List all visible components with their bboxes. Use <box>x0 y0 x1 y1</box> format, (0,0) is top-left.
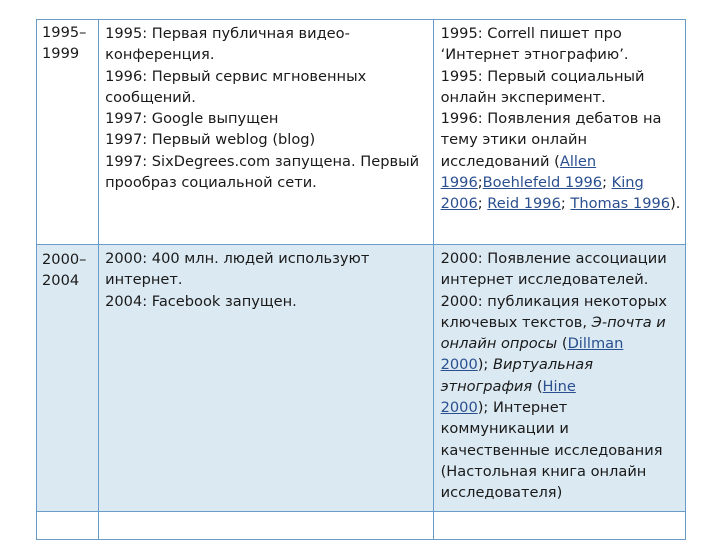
table-row <box>37 20 686 245</box>
citation-link-thomas[interactable]: Thomas 1996 <box>570 195 671 213</box>
separator: ; <box>477 174 483 192</box>
event-line: интернет. <box>105 271 183 289</box>
research-line: интернет исследователей. <box>440 271 649 289</box>
research-line <box>441 397 679 418</box>
empty-cell <box>37 512 99 540</box>
table-row <box>37 512 686 540</box>
event-line: 1995: Первая публичная видео- <box>105 25 350 42</box>
event-line: сообщений. <box>105 88 196 106</box>
research-line <box>441 172 679 193</box>
research-line: 2000: Появление ассоциации <box>440 250 667 267</box>
citation-link-allen[interactable]: Allen <box>559 152 597 170</box>
research-text: ключевых текстов, <box>440 313 592 331</box>
period-start: 2000– <box>42 251 87 268</box>
research-line: 1995: Первый социальный <box>440 67 645 85</box>
research-line <box>441 193 679 214</box>
research-line: 1996: Появления дебатов на <box>440 110 662 128</box>
research-line <box>441 376 679 397</box>
period-end: 2004 <box>42 272 80 290</box>
research-text: исследований ( <box>440 152 560 170</box>
separator: ; <box>602 174 612 192</box>
research-line: 2000: публикация некоторых <box>440 292 667 310</box>
period-cell <box>37 20 99 245</box>
research-line <box>441 151 679 172</box>
research-line: онлайн эксперимент. <box>440 88 606 106</box>
event-line: 2004: Facebook запущен. <box>105 292 297 310</box>
event-line: 1997: SixDegrees.com запущена. Первый <box>105 152 420 170</box>
research-line: ‘Интернет этнографию’. <box>440 46 629 64</box>
event-line: прообраз социальной сети. <box>105 174 317 192</box>
research-cell <box>433 245 685 512</box>
citation-link-dillman[interactable]: Dillman <box>567 335 624 353</box>
event-line: 1997: Первый weblog (blog) <box>105 131 316 149</box>
period-cell <box>37 245 99 512</box>
research-line <box>441 354 679 375</box>
research-line: тему этики онлайн <box>440 131 588 149</box>
research-line: исследователя) <box>440 484 563 502</box>
period-start: 1995– <box>42 24 87 41</box>
research-line <box>441 333 679 354</box>
research-line: коммуникации и <box>440 420 569 438</box>
event-line: 2000: 400 млн. людей используют <box>105 250 370 267</box>
research-cell <box>433 20 685 245</box>
citation-link-allen-year[interactable]: 1996 <box>440 174 478 192</box>
citation-link-reid[interactable]: Reid 1996 <box>487 195 561 213</box>
empty-cell <box>99 512 434 540</box>
publication-title: этнография <box>440 377 533 395</box>
timeline-table <box>36 19 686 540</box>
event-line: 1996: Первый сервис мгновенных <box>105 67 367 85</box>
research-line: (Настольная книга онлайн <box>440 462 647 480</box>
event-line: 1997: Google выпущен <box>105 110 279 128</box>
events-cell <box>99 20 434 245</box>
citation-link-hine[interactable]: Hine <box>542 377 576 395</box>
research-text: ); <box>477 356 493 374</box>
research-text: ( <box>557 335 568 353</box>
citation-link-king-year[interactable]: 2006 <box>440 195 478 213</box>
closing-text: ). <box>670 195 681 213</box>
publication-title: Виртуальная <box>492 356 594 374</box>
separator: ; <box>477 195 488 213</box>
empty-cell <box>433 512 685 540</box>
period-end: 1999 <box>42 45 80 63</box>
citation-link-boehlefeld[interactable]: Boehlefeld 1996 <box>482 174 603 192</box>
publication-title: онлайн опросы <box>440 335 558 353</box>
research-line: качественные исследования <box>440 441 663 459</box>
citation-link-dillman-year[interactable]: 2000 <box>440 356 478 374</box>
research-text: ); Интернет <box>477 399 568 417</box>
separator: ; <box>560 195 571 213</box>
events-cell <box>99 245 434 512</box>
publication-title: Э-почта и <box>591 313 666 331</box>
research-line: 1995: Correll пишет про <box>440 25 622 42</box>
citation-link-hine-year[interactable]: 2000 <box>440 399 478 417</box>
research-text: ( <box>532 377 543 395</box>
event-line: конференция. <box>105 46 215 64</box>
citation-link-king[interactable]: King <box>611 174 644 192</box>
research-line <box>441 312 679 333</box>
table-row <box>37 245 686 512</box>
